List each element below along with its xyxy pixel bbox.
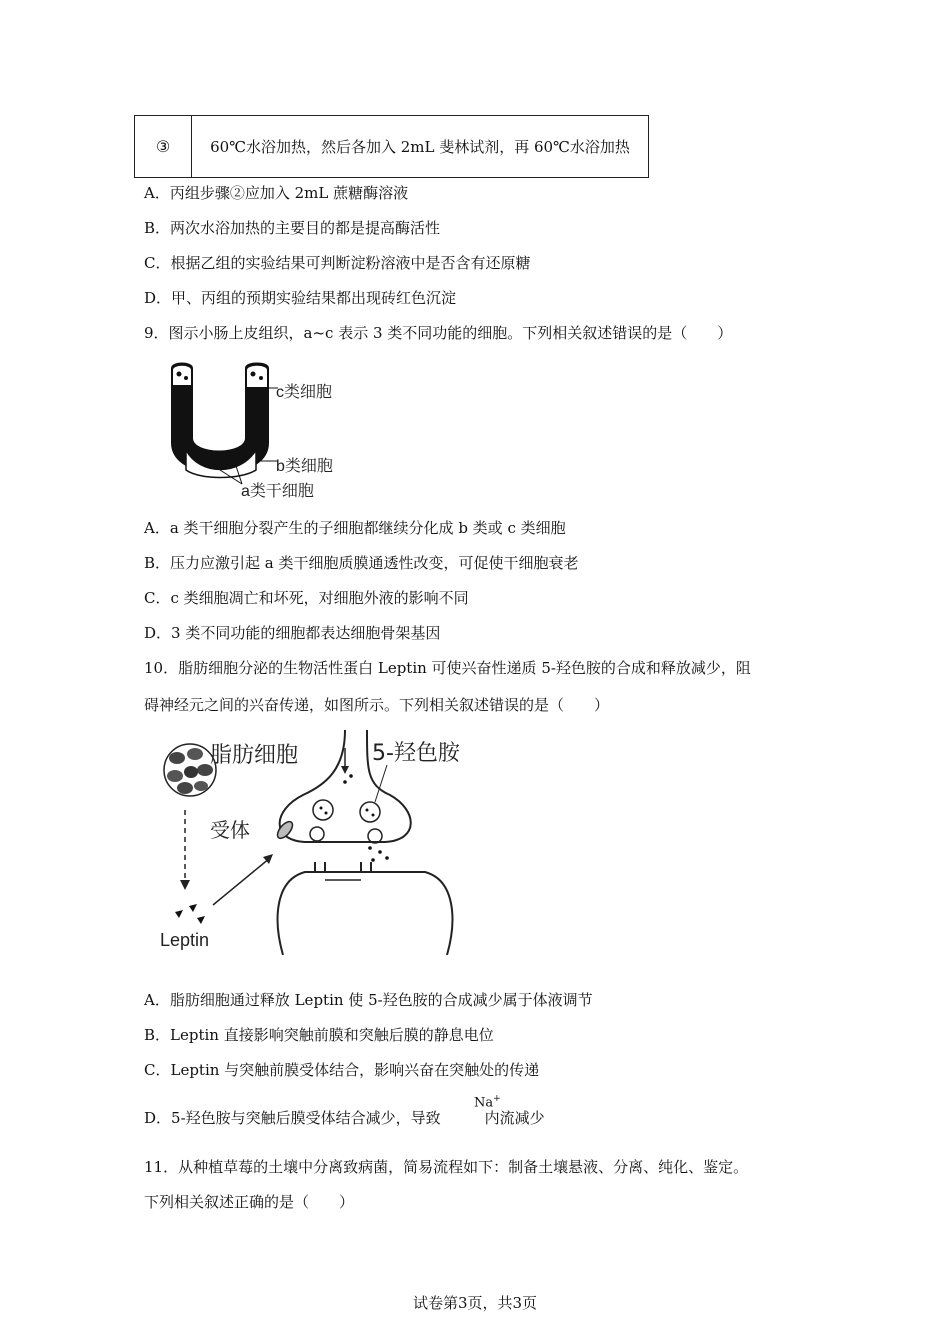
sodium-ion-label: Na+ (474, 1094, 501, 1111)
q10-option-c: C．Leptin 与突触前膜受体结合，影响兴奋在突触处的传递 (144, 1061, 540, 1079)
step-number: ③ (135, 116, 192, 178)
q10-option-d-text-end: 内流减少 (484, 1109, 545, 1127)
q9-option-b: B．压力应激引起 a 类干细胞质膜通透性改变，可促使干细胞衰老 (144, 554, 579, 572)
q10-option-d (144, 1108, 545, 1128)
step-description: 60℃水浴加热，然后各加入 2mL 斐林试剂，再 60℃水浴加热 (192, 116, 649, 178)
label-fat-cell: 脂肪细胞 (210, 743, 299, 768)
q8-option-d: D．甲、丙组的预期实验结果都出现砖红色沉淀 (144, 289, 457, 307)
q10-option-b: B．Leptin 直接影响突触前膜和突触后膜的静息电位 (144, 1026, 494, 1044)
label-receptor: 受体 (210, 818, 250, 842)
q10-stem-line1: 10．脂肪细胞分泌的生物活性蛋白 Leptin 可使兴奋性递质 5-羟色胺的合成和释放减少，阻 (144, 659, 751, 677)
label-leptin: Leptin (160, 930, 210, 950)
label-a-stem-cell: a类干细胞 (241, 483, 314, 500)
table-row (135, 116, 649, 178)
q8-option-b: B．两次水浴加热的主要目的都是提高酶活性 (144, 219, 441, 237)
q9-option-a: A．a 类干细胞分裂产生的子细胞都继续分化成 b 类或 c 类细胞 (144, 519, 566, 537)
experiment-step-table (134, 115, 649, 178)
q9-option-d: D．3 类不同功能的细胞都表达细胞骨架基因 (144, 624, 441, 642)
q11-stem-line2: 下列相关叙述正确的是（ ） (144, 1193, 355, 1211)
label-b-cell: b类细胞 (276, 458, 333, 475)
label-serotonin: 5-羟色胺 (372, 741, 460, 766)
q10-stem-line2: 碍神经元之间的兴奋传递，如图所示。下列相关叙述错误的是（ ） (144, 696, 610, 714)
q8-option-c: C．根据乙组的实验结果可判断淀粉溶液中是否含有还原糖 (144, 254, 531, 272)
q10-option-d-text: D．5-羟色胺与突触后膜受体结合减少，导致 (144, 1109, 441, 1127)
fat-cell-cluster (164, 744, 216, 796)
q8-option-a: A．丙组步骤②应加入 2mL 蔗糖酶溶液 (144, 184, 409, 202)
q11-stem-line1: 11．从种植草莓的土壤中分离致病菌，简易流程如下：制备土壤悬液、分离、纯化、鉴定。 (144, 1158, 749, 1176)
q10-option-a: A．脂肪细胞通过释放 Leptin 使 5-羟色胺的合成减少属于体液调节 (144, 991, 593, 1009)
label-c-cell: c类细胞 (276, 384, 333, 401)
q9-option-c: C．c 类细胞凋亡和坏死，对细胞外液的影响不同 (144, 589, 469, 607)
page-footer: 试卷第3页，共3页 (412, 1294, 538, 1312)
q9-stem: 9．图示小肠上皮组织，a~c 表示 3 类不同功能的细胞。下列相关叙述错误的是（ ） (144, 324, 733, 342)
